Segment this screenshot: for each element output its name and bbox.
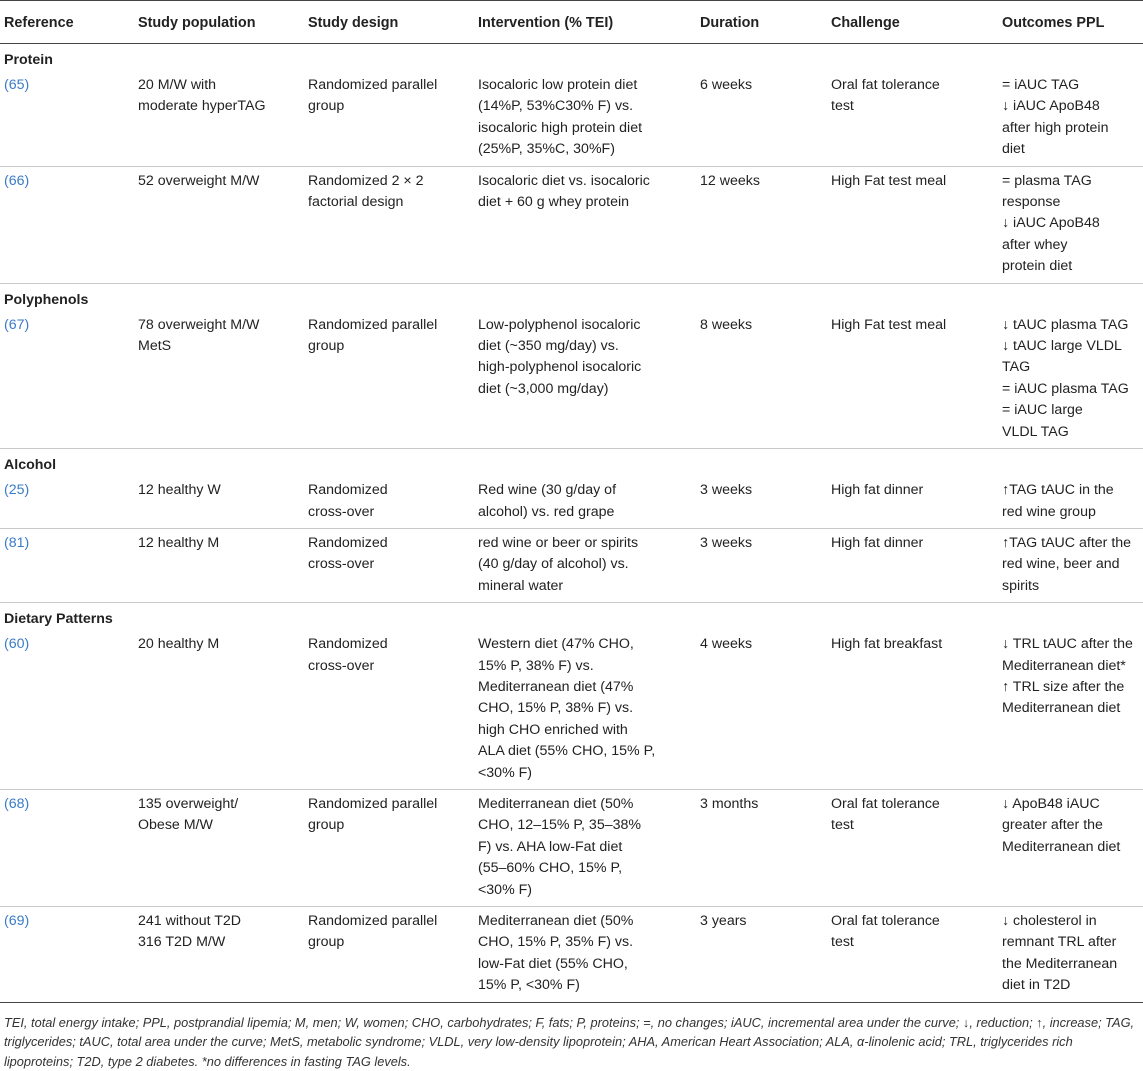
cell-line: MetS [138,338,172,355]
challenge-cell [827,630,998,789]
outcomes-cell [998,907,1143,1003]
cell-line: (40 g/day of alcohol) vs. [478,556,629,573]
section-title: Protein [4,52,53,68]
study-population-cell [134,71,304,166]
study-design-cell [304,528,474,602]
cell-line: ↑ TRL size after the [1002,678,1125,695]
reference-link[interactable]: 25 [8,482,25,499]
cell-line: test [831,817,854,834]
table-row [0,630,1143,789]
table-row [0,528,1143,602]
table-row [0,789,1143,906]
study-population-cell [134,166,304,283]
table-row [0,476,1143,528]
cell-line: after high protein [1002,119,1109,136]
cell-line: red wine group [1002,503,1096,520]
study-design-cell [304,166,474,283]
cell-line: (14%P, 53%C30% F) vs. [478,98,634,115]
study-design-cell [304,311,474,449]
cell-line: Randomized [308,534,388,551]
reference-link[interactable]: 81 [8,534,25,551]
study-design-cell [304,476,474,528]
intervention-cell [474,528,696,602]
cell-line: Mediterranean diet (50% [478,913,634,929]
cell-line: Randomized parallel [308,795,438,812]
duration-cell: 3 weeks [700,534,753,551]
cell-line: Obese M/W [138,817,213,834]
reference-link[interactable]: 67 [8,316,25,333]
cell-line: ↓ iAUC ApoB48 [1002,98,1100,115]
duration-cell: 12 weeks [700,172,760,189]
cell-line: alcohol) vs. red grape [478,503,615,520]
cell-line: diet (~3,000 mg/day) [478,380,609,397]
cell-line: = iAUC large [1002,402,1083,419]
intervention-cell [474,789,696,906]
cell-line: CHO, 15% P, 35% F) vs. [478,934,634,951]
cell-line: Red wine (30 g/day of [478,482,617,499]
section-row [0,44,1143,72]
cell-line: response [1002,194,1061,211]
challenge-cell [827,528,998,602]
outcomes-cell [998,476,1143,528]
cell-line: Mediterranean diet (50% [478,795,634,812]
cell-line: = plasma TAG [1002,172,1092,189]
cell-line: 20 M/W with [138,77,217,93]
cell-line: ↓ TRL tAUC after the [1002,636,1133,653]
cell-line: ALA diet (55% CHO, 15% P, [478,743,656,760]
reference-cell: (67) [4,316,30,333]
header-study-design: Study design [304,1,474,44]
cell-line: Mediterranean diet* [1002,657,1126,674]
cell-line: High Fat test meal [831,316,947,333]
cell-line: Oral fat tolerance [831,77,940,93]
cell-line: ↓ iAUC ApoB48 [1002,215,1100,232]
cell-line: ↓ tAUC plasma TAG [1002,316,1129,333]
study-design-cell [304,907,474,1003]
study-population-cell [134,476,304,528]
header-outcomes: Outcomes PPL [998,1,1143,44]
challenge-cell [827,311,998,449]
cell-line: Mediterranean diet [1002,838,1121,855]
cell-line: High fat breakfast [831,636,943,653]
duration-cell: 6 weeks [696,71,827,166]
cell-line: after whey [1002,236,1068,253]
cell-line: = iAUC TAG [1002,77,1080,93]
cell-line: isocaloric high protein diet [478,119,643,136]
header-duration: Duration [696,1,827,44]
cell-line: factorial design [308,194,404,211]
reference-link[interactable]: 68 [8,795,25,812]
section-title: Dietary Patterns [0,603,1143,631]
challenge-cell [827,476,998,528]
cell-line: diet + 60 g whey protein [478,194,630,211]
cell-line: <30% F) [478,881,533,898]
reference-link[interactable]: 60 [8,636,25,653]
cell-line: Western diet (47% CHO, [478,636,634,653]
cell-line: CHO, 15% P, 38% F) vs. [478,700,634,717]
outcomes-cell [998,71,1143,166]
section-title: Alcohol [0,449,1143,477]
table-row [0,71,1143,166]
cell-line: 52 overweight M/W [138,172,260,189]
cell-line: group [308,817,345,834]
cell-line: red wine, beer and [1002,556,1120,573]
cell-line: diet [1002,141,1025,158]
cell-line: F) vs. AHA low-Fat diet [478,838,623,855]
reference-link[interactable]: 69 [8,913,25,929]
cell-line: ↓ tAUC large VLDL [1002,338,1122,355]
cell-line: Oral fat tolerance [831,913,940,929]
cell-line: test [831,98,854,115]
cell-line: red wine or beer or spirits [478,534,639,551]
intervention-cell [474,907,696,1003]
cell-line: Randomized parallel [308,913,438,929]
intervention-cell [474,166,696,283]
study-population-cell [134,630,304,789]
table-body [0,44,1143,1003]
study-population-cell [134,907,304,1003]
header-challenge: Challenge [827,1,998,44]
outcomes-cell [998,630,1143,789]
cell-line: the Mediterranean [1002,955,1118,972]
cell-line: TAG [1002,359,1031,376]
outcomes-cell [998,528,1143,602]
duration-cell: 4 weeks [696,630,827,789]
study-population-cell [134,311,304,449]
cell-line: ↑TAG tAUC after the [1002,534,1132,551]
cell-line: high-polyphenol isocaloric [478,359,642,376]
cell-line: Randomized [308,636,388,653]
cell-line: Low-polyphenol isocaloric [478,316,641,333]
challenge-cell [827,71,998,166]
cell-line: VLDL TAG [1002,423,1069,440]
cell-line: = iAUC plasma TAG [1002,380,1129,397]
outcomes-cell [998,166,1143,283]
cell-line: mineral water [478,577,564,594]
header-intervention: Intervention (% TEI) [474,1,696,44]
cell-line: greater after the [1002,817,1103,834]
reference-cell: (66) [4,172,30,189]
reference-link[interactable]: 65 [8,77,25,93]
cell-line: (55–60% CHO, 15% P, [478,860,623,877]
cell-line: cross-over [308,556,375,573]
cell-line: 12 healthy M [138,534,220,551]
cell-line: protein diet [1002,258,1073,275]
reference-cell: (81) [4,534,30,551]
cell-line: 241 without T2D [138,913,242,929]
cell-line: Randomized parallel [308,316,438,333]
cell-line: Mediterranean diet (47% [478,678,634,695]
cell-line: group [308,98,345,115]
cell-line: Randomized parallel [308,77,438,93]
study-design-cell [304,630,474,789]
duration-cell: 8 weeks [700,316,753,333]
duration-cell: 3 weeks [696,476,827,528]
reference-cell: (68) [0,789,134,906]
cell-line: group [308,934,345,951]
reference-cell: (60) [0,630,134,789]
cell-line: 12 healthy W [138,482,221,499]
cell-line: Randomized 2 × 2 [308,172,424,189]
cell-line: diet (~350 mg/day) vs. [478,338,619,355]
cell-line: Isocaloric low protein diet [478,77,638,93]
study-population-cell [134,528,304,602]
cell-line: low-Fat diet (55% CHO, [478,955,628,972]
cell-line: 78 overweight M/W [138,316,260,333]
cell-line: remnant TRL after [1002,934,1117,951]
cell-line: moderate hyperTAG [138,98,266,115]
cell-line: ↑TAG tAUC in the [1002,482,1114,499]
cell-line: 15% P, <30% F) [478,977,580,994]
table-row [0,907,1143,1003]
cell-line: spirits [1002,577,1040,594]
cell-line: <30% F) [478,764,533,781]
cell-line: Mediterranean diet [1002,700,1121,717]
header-reference: Reference [0,1,134,44]
challenge-cell [827,166,998,283]
section-title: Polyphenols [0,283,1143,311]
cell-line: ↓ cholesterol in [1002,913,1097,929]
duration-cell: 3 years [696,907,827,1003]
cell-line: High fat dinner [831,482,924,499]
challenge-cell [827,789,998,906]
reference-link[interactable]: 66 [8,172,25,189]
header-study-population: Study population [134,1,304,44]
outcomes-cell [998,311,1143,449]
cell-line: Randomized [308,482,388,499]
reference-cell: (25) [0,476,134,528]
study-design-cell [304,71,474,166]
cell-line: (25%P, 35%C, 30%F) [478,141,615,158]
cell-line: Oral fat tolerance [831,795,940,812]
duration-cell: 3 months [696,789,827,906]
cell-line: 15% P, 38% F) vs. [478,657,594,674]
table-row [0,166,1143,283]
reference-cell: (69) [0,907,134,1003]
section-row [0,603,1143,631]
cell-line: 316 T2D M/W [138,934,226,951]
cell-line: 135 overweight/ [138,795,239,812]
table-row [0,311,1143,449]
cell-line: cross-over [308,503,375,520]
cell-line: cross-over [308,657,375,674]
cell-line: High fat dinner [831,534,924,551]
intervention-cell [474,630,696,789]
cell-line: high CHO enriched with [478,721,628,738]
table-footnote: TEI, total energy intake; PPL, postprandial lipemia; M, men; W, women; CHO, carbohydrates; F, fats; P, proteins; =, no changes; iAUC, incremental area under the curve; ↓, reduction; ↑, increase; TAG, triglycerides; tAUC, total area under the curve; MetS, metabolic syndrome; VLDL, very low-density lipoprotein; AHA, American Heart Association; ALA, α-linolenic acid; TRL, triglycerides rich lipoproteins; T2D, type 2 diabetes. *no differences in fasting TAG levels. [4,1014,1135,1069]
outcomes-cell [998,789,1143,906]
cell-line: ↓ ApoB48 iAUC [1002,795,1100,812]
cell-line: Isocaloric diet vs. isocaloric [478,172,650,189]
section-row [0,283,1143,311]
study-population-cell [134,789,304,906]
intervention-cell [474,311,696,449]
cell-line: diet in T2D [1002,977,1071,994]
intervention-cell [474,476,696,528]
cell-line: test [831,934,854,951]
intervention-cell [474,71,696,166]
cell-line: group [308,338,345,355]
section-row [0,449,1143,477]
cell-line: CHO, 12–15% P, 35–38% [478,817,642,834]
header-row [0,1,1143,44]
cell-line: 20 healthy M [138,636,220,653]
cell-line: High Fat test meal [831,172,947,189]
study-design-cell [304,789,474,906]
reference-cell: (65) [0,71,134,166]
challenge-cell [827,907,998,1003]
